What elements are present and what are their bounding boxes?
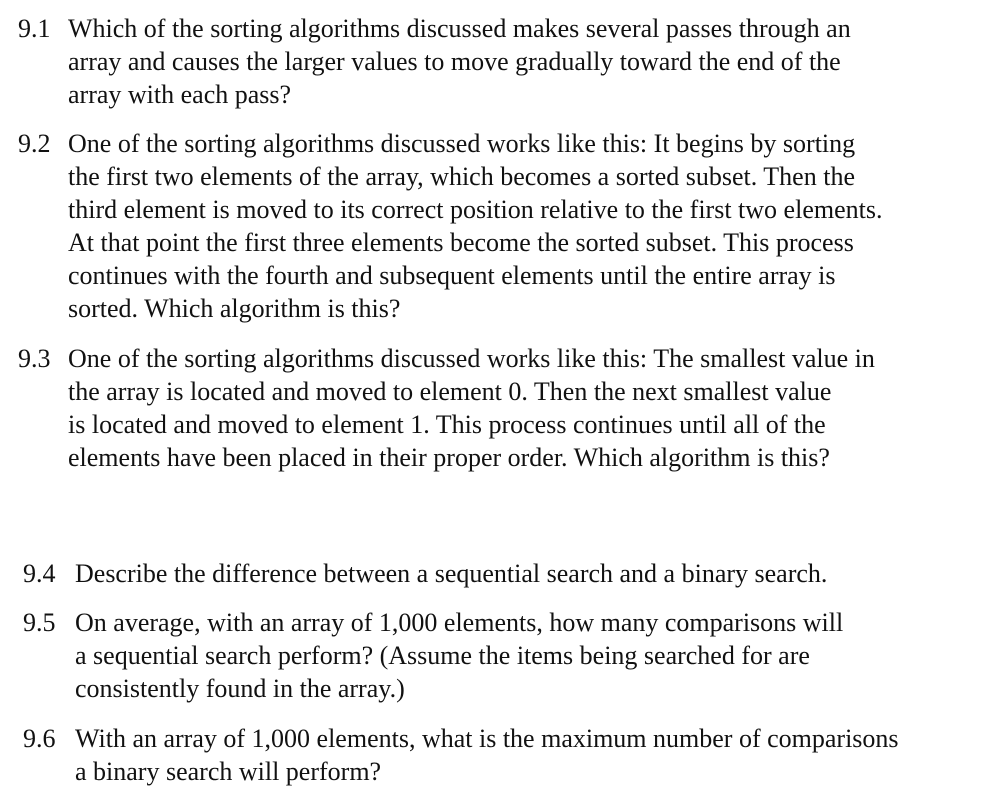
question-number: 9.2 — [18, 129, 51, 158]
question-text-line: At that point the first three elements become the sorted subset. This process — [68, 228, 854, 257]
question-9-4 — [23, 557, 828, 590]
question-text-line: On average, with an array of 1,000 elements, how many comparisons will — [75, 608, 844, 637]
question-9-1 — [18, 12, 851, 111]
question-text-line: One of the sorting algorithms discussed works like this: The smallest value in — [68, 344, 875, 373]
question-number: 9.3 — [18, 344, 51, 373]
question-9-2 — [18, 127, 883, 325]
question-text-line: is located and moved to element 1. This process continues until all of the — [68, 410, 826, 439]
question-number: 9.4 — [23, 559, 56, 588]
question-9-5 — [23, 606, 844, 705]
question-number: 9.6 — [23, 724, 56, 753]
question-text-line: sorted. Which algorithm is this? — [68, 294, 401, 323]
question-text-line: a binary search will perform? — [75, 757, 382, 786]
question-text-line: Which of the sorting algorithms discussed makes several passes through an — [68, 14, 851, 43]
question-text-line: a sequential search perform? (Assume the items being searched for are — [75, 641, 810, 670]
question-text-line: continues with the fourth and subsequent elements until the entire array is — [68, 261, 836, 290]
question-text-line: third element is moved to its correct position relative to the first two elements. — [68, 195, 883, 224]
question-text-line: With an array of 1,000 elements, what is the maximum number of comparisons — [75, 724, 899, 753]
question-number: 9.1 — [18, 14, 51, 43]
question-9-3 — [18, 342, 875, 474]
question-text-line: array with each pass? — [68, 80, 292, 109]
question-text-line: One of the sorting algorithms discussed works like this: It begins by sorting — [68, 129, 856, 158]
question-9-6 — [23, 722, 899, 788]
question-text-line: consistently found in the array.) — [75, 674, 405, 703]
question-text-line: Describe the difference between a sequential search and a binary search. — [75, 559, 828, 588]
question-text-line: the first two elements of the array, which becomes a sorted subset. Then the — [68, 162, 855, 191]
question-number: 9.5 — [23, 608, 56, 637]
question-text-line: array and causes the larger values to move gradually toward the end of the — [68, 47, 841, 76]
question-text-line: elements have been placed in their proper order. Which algorithm is this? — [68, 443, 830, 472]
question-text-line: the array is located and moved to element 0. Then the next smallest value — [68, 377, 832, 406]
